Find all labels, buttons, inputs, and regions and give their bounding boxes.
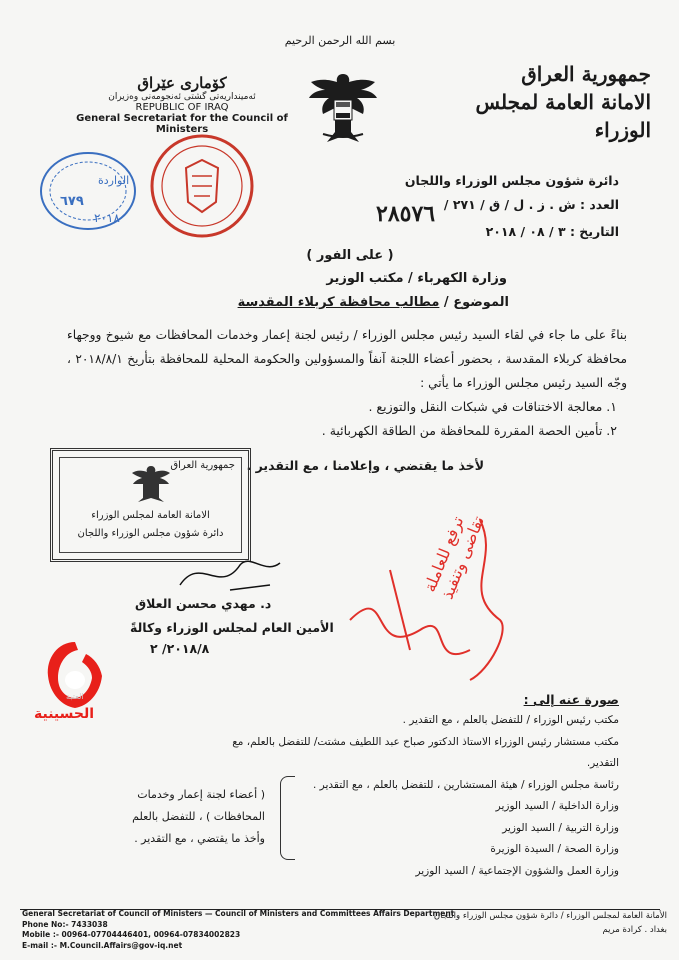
header-english-org: General Secretariat for the Council of Ministers — [76, 113, 288, 135]
svg-text:٢٠١٨: ٢٠١٨ — [94, 211, 120, 225]
footer-arabic — [434, 909, 667, 937]
header-right — [441, 60, 651, 144]
watermark-brand: الحسينية — [34, 706, 95, 722]
subject-label: الموضوع / — [443, 295, 509, 310]
list-item: ٢. تأمين الحصة المقررة للمحافظة من الطاقة الكهربائية . — [321, 423, 617, 438]
footer-english — [22, 909, 454, 951]
addressee: وزارة الكهرباء / مكتب الوزير — [326, 271, 507, 286]
header-english-country: REPUBLIC OF IRAQ — [135, 102, 229, 113]
red-official-seal — [132, 132, 272, 240]
header-right-line2: الامانة العامة لمجلس الوزراء — [475, 90, 651, 142]
red-signature-scribble — [330, 500, 530, 690]
basmala: بسم الله الرحمن الرحيم — [284, 34, 396, 47]
cc-item: مكتب رئيس الوزراء / للتفضل بالعلم ، مع التقدير . — [402, 714, 619, 726]
cc-note-line: ( أعضاء لجنة إعمار وخدمات — [137, 788, 265, 801]
header-kurdish-subtitle: ئه‌مینداریه‌تی گشتی ئه‌نجومه‌نی وه‌زیران — [108, 92, 256, 102]
footer-en-line: Phone No:- 7433038 — [22, 919, 108, 929]
handwritten-note: ترفع للعاملة تقاضى وتنفيذ — [419, 513, 489, 602]
cc-item: وزارة الداخلية / السيد الوزير — [495, 800, 619, 812]
body-paragraph — [67, 323, 627, 443]
signatory-date: ٢٠١٨/٨/ ٢ — [150, 641, 210, 656]
signatory-title: الأمين العام لمجلس الوزراء وكالةً — [130, 620, 334, 635]
cc-item: وزارة التربية / السيد الوزير — [502, 821, 619, 834]
stamp-box-line3: دائرة شؤون مجلس الوزراء واللجان — [77, 528, 224, 539]
header-left — [62, 74, 302, 135]
footer-ar-line: الأمانة العامة لمجلس الوزراء / دائرة شؤون مجلس الوزراء واللجان — [433, 911, 667, 921]
cc-note — [95, 784, 265, 850]
stamp-box-line2: الامانة العامة لمجلس الوزراء — [91, 510, 210, 521]
closing-line: لأخذ ما يقتضي ، وإعلامنا ، مع التقدير . — [246, 458, 484, 473]
footer-en-line: E-mail :- M.Council.Affairs@gov-iq.net — [22, 940, 183, 950]
incoming-number: ٢٨٥٧٦ — [376, 201, 436, 227]
cc-item: وزارة الصحة / السيدة الوزيرة — [490, 843, 619, 855]
svg-text:٦٧٩: ٦٧٩ — [60, 194, 84, 209]
cc-note-line: وأخذ ما يقتضي ، مع التقدير . — [134, 832, 265, 845]
header-kurdish-title: كۆماری عێراق — [137, 74, 227, 92]
cc-item: رئاسة مجلس الوزراء / هيئة المستشارين ، للتفضل بالعلم ، مع التقدير . — [312, 778, 619, 791]
stamp-received-label: الواردة — [98, 174, 130, 187]
footer-en-line: General Secretariat of Council of Ministers — Council of Ministers and Committees Affairs Department — [22, 909, 455, 918]
department-name: دائرة شؤون مجلس الوزراء واللجان — [404, 173, 619, 188]
blue-received-stamp — [38, 150, 138, 232]
subject-text: مطالب محافظة كربلاء المقدسة — [237, 295, 440, 310]
watermark-sub: العتبة — [66, 692, 84, 701]
reference-date: التاريخ : ٣ / ٠٨ / ٢٠١٨ — [485, 224, 619, 239]
list-item: ١. معالجة الاختناقات في شبكات النقل والتوزيع . — [368, 399, 617, 414]
subject-line — [238, 295, 509, 310]
cc-title: صورة عنه إلى : — [523, 692, 619, 707]
reference-number: العدد : ش . ز . ل / ق / ٢٧١ / — [443, 197, 619, 212]
cc-bracket — [280, 776, 295, 860]
stamp-eagle-icon — [130, 464, 172, 504]
signatory-name: د. مهدي محسن العلاق — [135, 596, 272, 611]
footer-en-line: Mobile :- 00964-07704446401, 00964-07834002823 — [22, 930, 241, 939]
header-right-line1: جمهورية العراق — [521, 62, 651, 86]
iraq-eagle-emblem-icon — [305, 68, 381, 146]
cc-item: مكتب مستشار رئيس الوزراء الاستاذ الدكتور صباح عبد اللطيف مشتت/ للتفضل بالعلم، مع التقدير. — [232, 735, 619, 769]
cc-note-line: المحافظات ) ، للتفضل بالعلم — [132, 810, 265, 823]
footer-ar-line: بغداد . كرادة مريم — [602, 925, 667, 935]
stamp-box-line1: جمهورية العراق — [170, 460, 235, 471]
body-text: بناءً على ما جاء في لقاء السيد رئيس مجلس الوزراء / رئيس لجنة إعمار وخدمات المحافظات مع شيوخ ووجهاء محافظة كربلاء المقدسة ، بحضور أعضاء اللجنة آنفاً والمسؤولين والحكومة المحلية للمحافظة بتأريخ ٢٠١٨/٨/١ ، وجّه السيد رئيس مجلس الوزراء ما يأتي : — [67, 328, 627, 390]
cc-item: وزارة العمل والشؤون الإجتماعية / السيد الوزير — [415, 864, 619, 877]
urgent-label: ( على الفور ) — [306, 248, 394, 263]
